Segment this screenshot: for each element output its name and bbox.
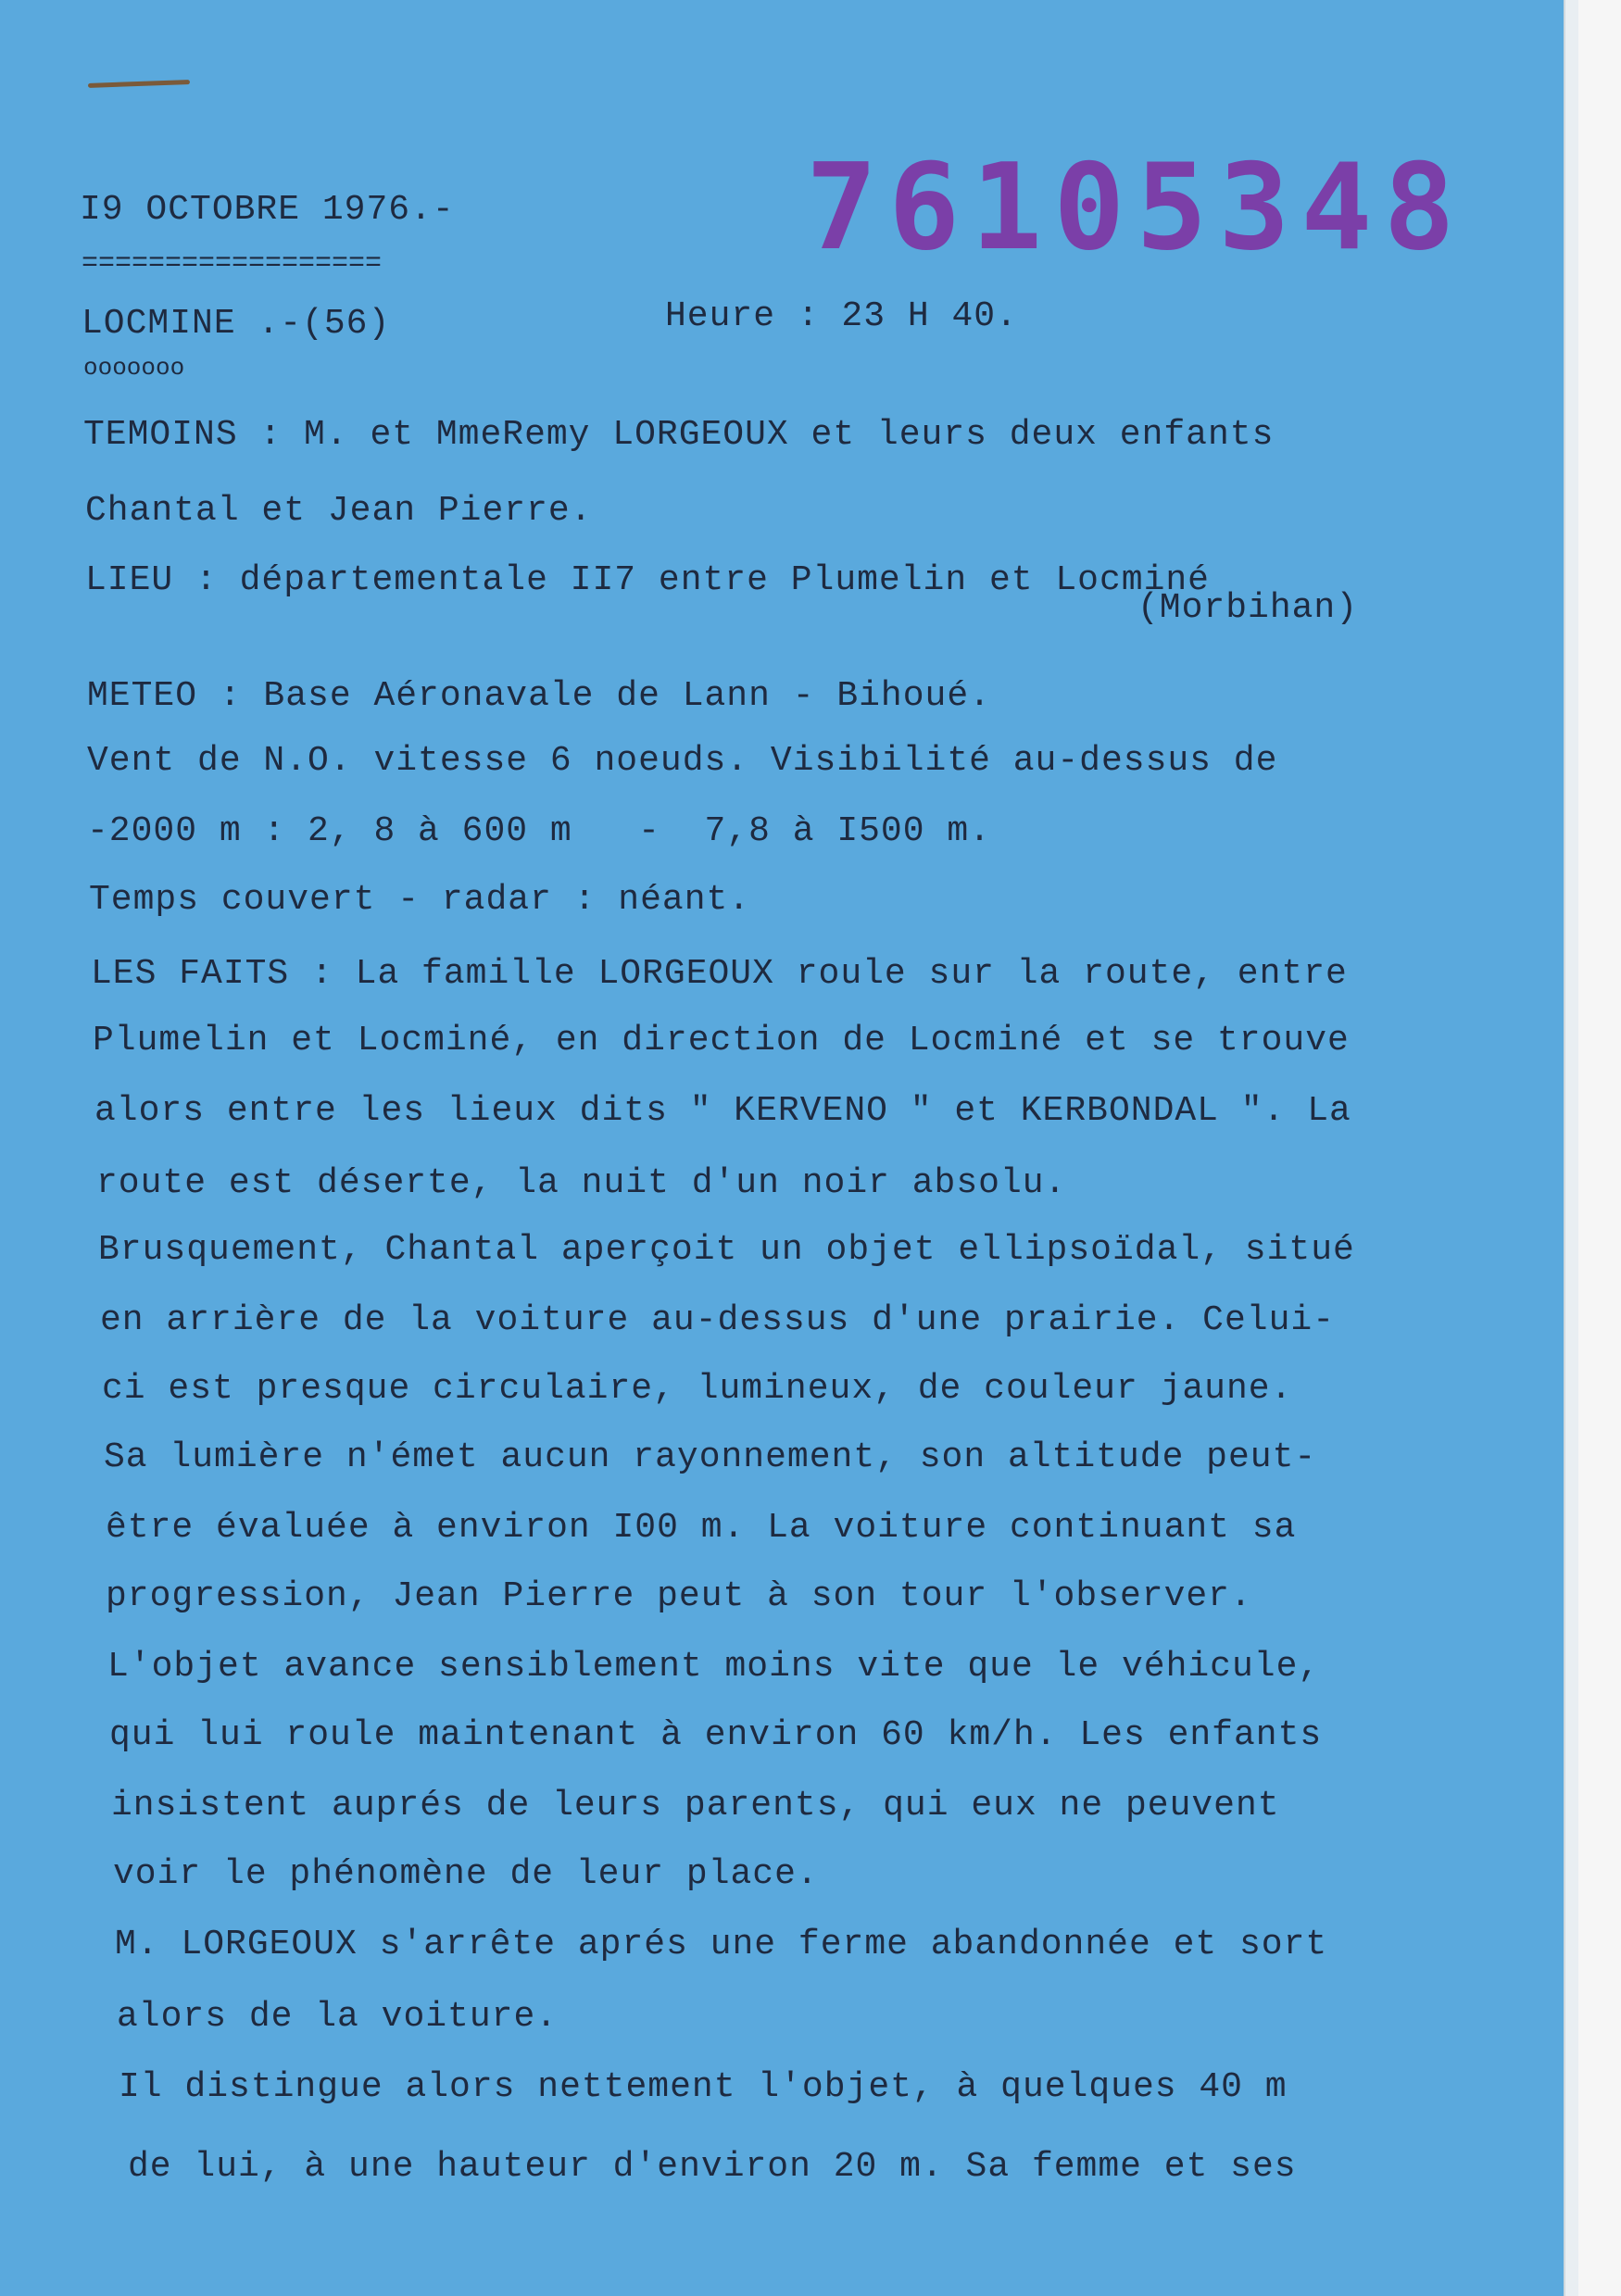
text-line: L'objet avance sensiblement moins vite que le véhicule, [107,1647,1321,1687]
text-line: en arrière de la voiture au-dessus d'une prairie. Celui- [100,1300,1336,1340]
text-line: Chantal et Jean Pierre. [85,491,593,531]
text-line: -2000 m : 2, 8 à 600 m - 7,8 à I500 m. [87,811,991,851]
text-line: (Morbihan) [1137,588,1359,628]
text-line: TEMOINS : M. et MmeRemy LORGEOUX et leurs deux enfants [83,415,1275,455]
date-heading: I9 OCTOBRE 1976.- [80,190,455,230]
staple-mark [88,80,190,88]
text-line: Temps couvert - radar : néant. [89,880,751,920]
place-heading: LOCMINE .-(56) [82,304,391,344]
text-line: LES FAITS : La famille LORGEOUX roule sur la route, entre [91,954,1348,994]
text-line: de lui, à une hauteur d'environ 20 m. Sa femme et ses [128,2147,1297,2187]
date-underline: ================== [82,248,383,280]
text-line: Brusquement, Chantal aperçoit un objet ellipsoïdal, situé [98,1230,1355,1270]
reference-number-stamp: 76105348 [806,139,1466,277]
text-line: insistent auprés de leurs parents, qui eux ne peuvent [111,1786,1280,1826]
place-underline: ooooooo [83,354,185,382]
text-line: qui lui roule maintenant à environ 60 km/h. Les enfants [109,1715,1323,1755]
text-line: alors de la voiture. [117,1997,559,2037]
text-line: progression, Jean Pierre peut à son tour l'observer. [106,1576,1252,1616]
text-line: alors entre les lieux dits " KERVENO " et KERBONDAL ". La [94,1091,1351,1131]
text-line: Plumelin et Locminé, en direction de Locminé et se trouve [93,1021,1350,1060]
text-line: Vent de N.O. vitesse 6 noeuds. Visibilité au-dessus de [87,741,1278,781]
text-line: M. LORGEOUX s'arrête aprés une ferme abandonnée et sort [115,1925,1328,1964]
text-line: METEO : Base Aéronavale de Lann - Bihoué. [87,676,991,716]
text-line: Sa lumière n'émet aucun rayonnement, son altitude peut- [104,1437,1317,1477]
time-heading: Heure : 23 H 40. [665,296,1018,336]
text-line: ci est presque circulaire, lumineux, de couleur jaune. [102,1369,1293,1409]
page-background [1578,0,1621,2296]
text-line: LIEU : départementale II7 entre Plumelin et Locminé [85,560,1210,600]
text-line: être évaluée à environ I00 m. La voiture continuant sa [106,1508,1297,1548]
text-line: route est déserte, la nuit d'un noir absolu. [96,1163,1067,1203]
text-line: voir le phénomène de leur place. [113,1854,819,1894]
text-line: Il distingue alors nettement l'objet, à quelques 40 m [119,2067,1288,2107]
